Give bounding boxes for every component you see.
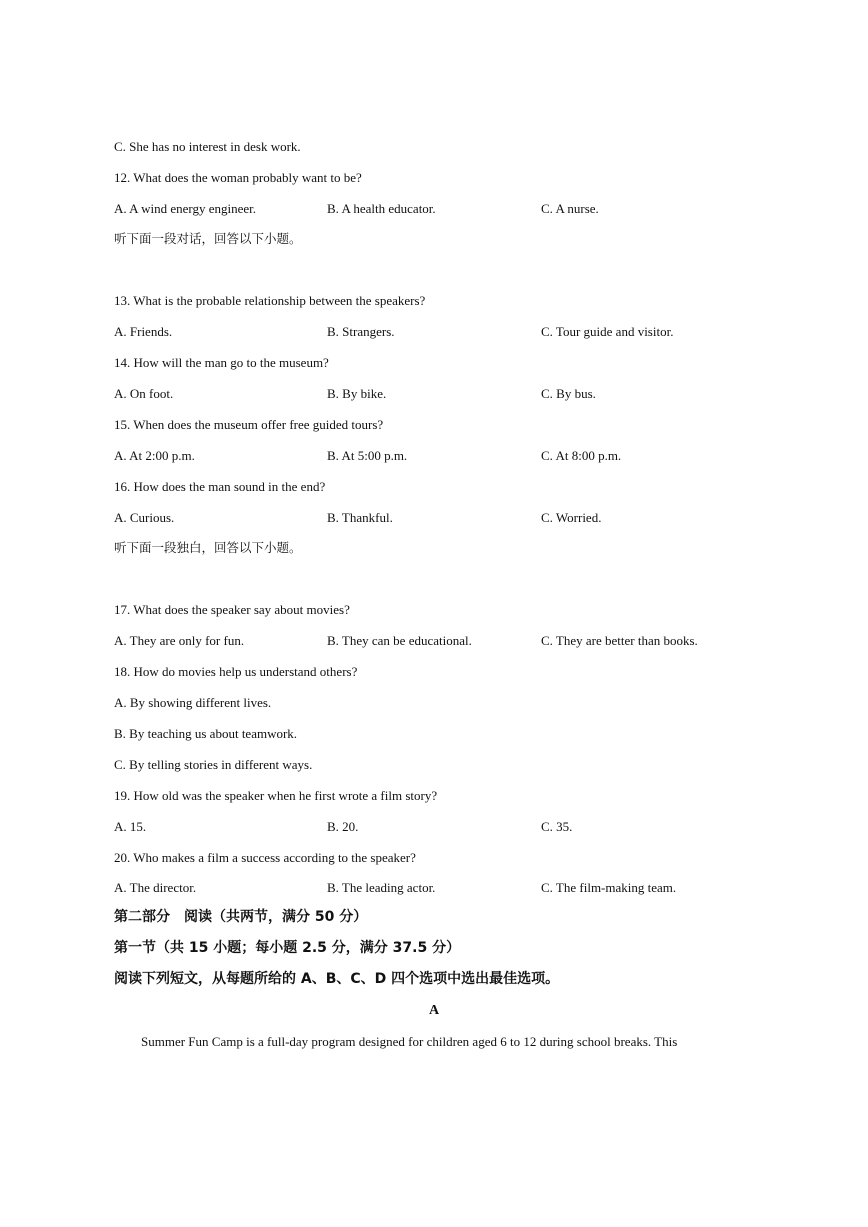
q19-option-b: B. 20. [327,819,359,834]
q12-option-a: A. A wind energy engineer. [114,201,257,216]
q14-option-a: A. On foot. [114,386,174,401]
q11-option-c: C. She has no interest in desk work. [114,139,301,154]
q18-option-c: C. By telling stories in different ways. [114,757,313,772]
question-14: 14. How will the man go to the museum? [114,355,329,370]
q13-option-b: B. Strangers. [327,324,395,339]
question-19: 19. How old was the speaker when he first wrote a film story? [114,788,438,803]
passage-first-line: Summer Fun Camp is a full-day program designed for children aged 6 to 12 during school breaks. This [141,1034,678,1049]
q15-option-c: C. At 8:00 p.m. [541,448,622,463]
q16-option-b: B. Thankful. [327,510,393,525]
q14-option-b: B. By bike. [327,386,387,401]
section-one-heading: 第一节（共 15 小题；每小题 2.5 分，满分 37.5 分） [114,940,461,956]
q17-option-c: C. They are better than books. [541,633,698,648]
q17-option-b: B. They can be educational. [327,633,472,648]
question-12: 12. What does the woman probably want to be? [114,170,362,185]
q15-option-b: B. At 5:00 p.m. [327,448,408,463]
monologue-instruction: 听下面一段独白，回答以下小题。 [114,540,302,555]
question-15: 15. When does the museum offer free guided tours? [114,417,384,432]
q15-option-a: A. At 2:00 p.m. [114,448,195,463]
q20-option-c: C. The film-making team. [541,880,677,895]
question-17: 17. What does the speaker say about movies? [114,602,350,617]
q16-option-a: A. Curious. [114,510,175,525]
q14-option-c: C. By bus. [541,386,596,401]
question-20: 20. Who makes a film a success according to the speaker? [114,850,416,865]
question-16: 16. How does the man sound in the end? [114,479,326,494]
q12-option-c: C. A nurse. [541,201,599,216]
q17-option-a: A. They are only for fun. [114,633,245,648]
q13-option-a: A. Friends. [114,324,173,339]
dialog-instruction: 听下面一段对话，回答以下小题。 [114,231,302,246]
reading-instruction: 阅读下列短文，从每题所给的 A、B、C、D 四个选项中选出最佳选项。 [114,971,560,987]
q20-option-b: B. The leading actor. [327,880,436,895]
q19-option-c: C. 35. [541,819,573,834]
passage-label: A [428,1003,440,1018]
part-two-heading: 第二部分 阅读（共两节，满分 50 分） [114,909,368,925]
question-13: 13. What is the probable relationship between the speakers? [114,293,426,308]
q16-option-c: C. Worried. [541,510,602,525]
q18-option-a: A. By showing different lives. [114,695,272,710]
question-18: 18. How do movies help us understand others? [114,664,358,679]
q18-option-b: B. By teaching us about teamwork. [114,726,298,741]
q13-option-c: C. Tour guide and visitor. [541,324,674,339]
q12-option-b: B. A health educator. [327,201,436,216]
q19-option-a: A. 15. [114,819,147,834]
q20-option-a: A. The director. [114,880,197,895]
